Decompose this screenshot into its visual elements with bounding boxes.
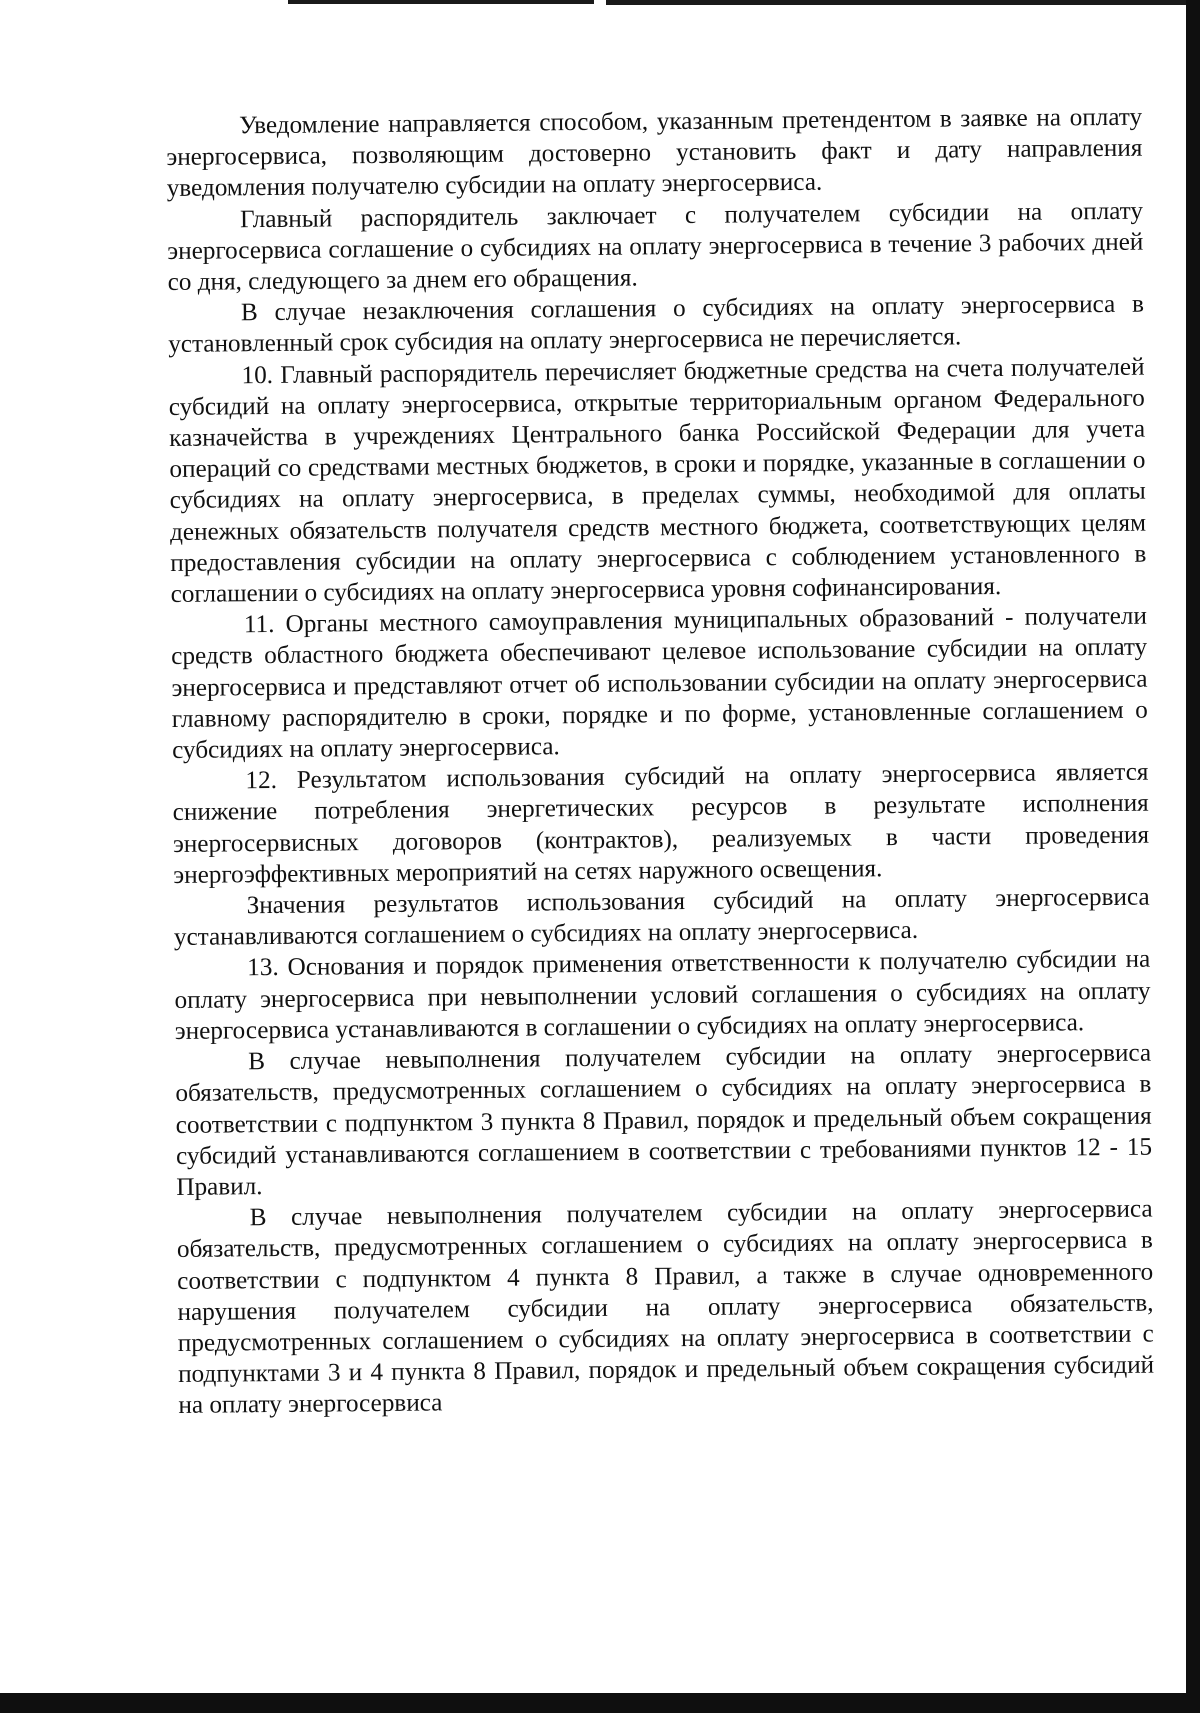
paragraph-item-11: 11. Органы местного самоуправления муниципальных образований - получатели средств областного бюджета обеспечивают целевое использование субсидии на оплату энергосервиса и представляют отчет об использовании субсидии на оплату энергосервиса главному распорядителю в сроки, порядке и по форме, установленные соглашением о субсидиях на оплату энергосервиса. [171,602,1148,765]
paragraph-subitem-4-violation: В случае невыполнения получателем субсидии на оплату энергосервиса обязательств, предусмотренных соглашением о субсидиях на оплату энергосервиса в соответствии с подпунктом 4 пункта 8 Правил, а также в случае одновременного нарушения получателем субсидии на оплату энергосервиса обязательств, предусмотренных соглашением о субсидиях на оплату энергосервиса в соответствии с подпунктами 3 и 4 пункта 8 Правил, порядок и предельный объем сокращения субсидий на оплату энергосервиса [176,1195,1155,1420]
paragraph-item-10: 10. Главный распорядитель перечисляет бюджетные средства на счета получателей субсидий на оплату энергосервиса, открытые территориальным органом Федерального казначейства в учреждениях Центрального банка Российской Федерации для учета операций со средствами местных бюджетов, в сроки и порядке, указанные в соглашении о субсидиях на оплату энергосервиса, в пределах суммы, необходимой для оплаты денежных обязательств получателя средств местного бюджета, соответствующих целям предоставления субсидии на оплату энергосервиса с соблюдением установленного в соглашении о субсидиях на оплату энергосервиса уровня софинансирования. [168,353,1147,609]
paragraph-notification-method: Уведомление направляется способом, указанным претендентом в заявке на оплату энергосервиса, позволяющим достоверно установить факт и дату направления уведомления получателю субсидии на оплату энергосервиса. [166,103,1143,203]
paragraph-non-conclusion: В случае незаключения соглашения о субсидиях на оплату энергосервиса в установленный срок субсидия на оплату энергосервиса не перечисляется. [168,290,1145,359]
paragraph-agreement-conclusion: Главный распорядитель заключает с получателем субсидии на оплату энергосервиса соглашение о субсидиях на оплату энергосервиса в течение 3 рабочих дней со дня, следующего за днем его обращения. [167,197,1144,297]
paragraph-item-13: 13. Основания и порядок применения ответственности к получателю субсидии на оплату энергосервиса при невыполнении условий соглашения о субсидиях на оплату энергосервиса устанавливаются в соглашении о субсидиях на оплату энергосервиса. [174,946,1151,1045]
scan-bottom-edge [0,1693,1200,1713]
scan-top-border-right [606,0,1200,5]
paragraph-item-12: 12. Результатом использования субсидий на оплату энергосервиса является снижение потребления энергетических ресурсов в результате исполнения энергосервисных договоров (контрактов), реализуемых в части проведения энергоэффективных мероприятий на сетях наружного освещения. [172,758,1150,889]
scan-right-edge [1186,0,1200,1713]
document-body [166,102,1155,1422]
paragraph-result-values: Значения результатов использования субсидий на оплату энергосервиса устанавливаются соглашением о субсидиях на оплату энергосервиса. [173,883,1150,952]
scan-top-border-left [288,0,594,4]
paragraph-subitem-3-violation: В случае невыполнения получателем субсидии на оплату энергосервиса обязательств, предусмотренных соглашением о субсидиях на оплату энергосервиса в соответствии с подпунктом 3 пункта 8 Правил, порядок и предельный объем сокращения субсидий устанавливаются соглашением в соответствии с требованиями пунктов 12 - 15 Правил. [175,1039,1153,1201]
